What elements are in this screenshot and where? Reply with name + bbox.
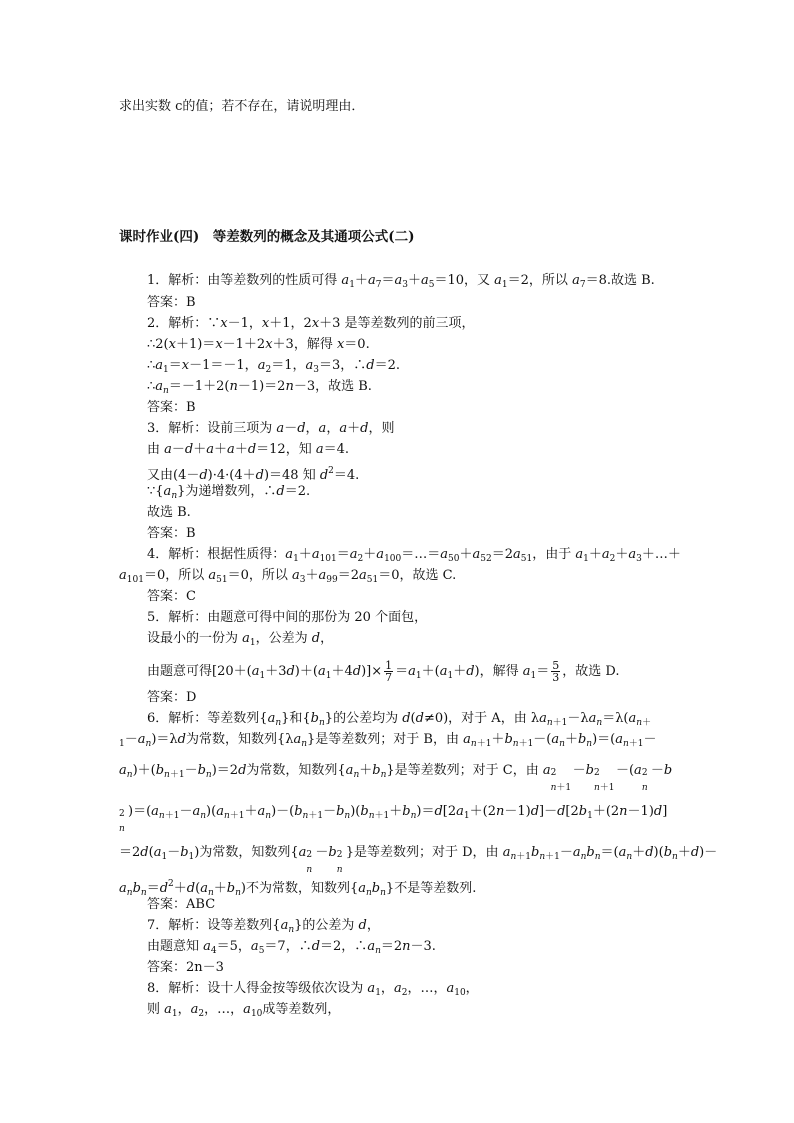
q1-answer: 答案：B bbox=[147, 295, 196, 310]
q6-answer: 答案：ABC bbox=[147, 897, 216, 912]
q8-line: 则 $a_1$，$a_2$，…，$a_{10}$成等差数列， bbox=[147, 1002, 341, 1019]
q4-analysis: 4．解析：根据性质得：$a_1+a_{101}=a_2+a_{100}=\dots=a_{50}+a_{52}=2a_{51}$，由于 $a_1+a_2+a_3+\dots+$ bbox=[147, 547, 681, 564]
q6-line: 2 n )$=(a_{n+1}-a_n)(a_{n+1}+a_n)-(b_{n+1}-b_n)(b_{n+1}+b_n)=d[2a_1+(2n-1)d]-d[2b_1+(2n-1)d]$ bbox=[119, 804, 668, 834]
q7-line: 由题意知 $a_4=5$，$a_5=7$，∴d＝2，$\therefore a_n=2n-3$. bbox=[147, 939, 436, 956]
q1-analysis: 1．解析：由等差数列的性质可得 $a_1+a_7=a_3+a_5=10$，又 $a_1=2$，所以 $a_7=8$.故选 B. bbox=[147, 273, 655, 290]
q4-line: $a_{101}=0$，所以 $a_{51}=0$，所以 $a_3+a_{99}=2a_{51}=0$，故选 C. bbox=[119, 568, 457, 585]
q5-line: 由题意可得$[20+(a_1+3d)+(a_1+4d)]\times$ $\frac{1}{7}$ $=a_1+(a_1+d)$，解得 $a_1=$ $\frac{5}{3}$ ，故选 D. bbox=[147, 659, 620, 684]
q6-line: $_1-a_n)=\lambda d$为常数，知数列$\{\lambda a_n\}$是等差数列；对于 B，由 $a_{n+1}+b_{n+1}-(a_n+b_n)=(a_{n+1}-$ bbox=[119, 732, 657, 749]
q6-line: $a_n)+(b_{n+1}-b_n)=2d$为常数，知数列$\{a_n+b_n\}$是等差数列；对于 C，由 a 2 n＋1 －b 2 n＋1 －(a 2 n －b bbox=[119, 763, 673, 793]
q5-analysis: 5．解析：由题意可得中间的那份为 20 个面包， bbox=[147, 610, 428, 625]
q6-line: $a_nb_n=d^2+d(a_n+b_n)$不为常数，知数列$\{a_nb_n\}$不是等差数列. bbox=[119, 879, 477, 898]
q5-line: 设最小的一份为 $a_1$，公差为 d， bbox=[147, 631, 334, 648]
q2-line: $\therefore a_n=-1+2(n-1)=2n-3$，故选 B. bbox=[147, 379, 372, 396]
q6-line: $=2d(a_1-b_1)$为常数，知数列{a 2 n －b 2 n }是等差数列；对于 D，由 $a_{n+1}b_{n+1}-a_nb_n=(a_n+d)(b_n+d)-$ bbox=[119, 845, 718, 875]
q2-line: $\therefore a_1=x-1=-1$，$a_2=1$，$a_3=3$，∴d＝2. bbox=[147, 358, 400, 375]
q4-answer: 答案：C bbox=[147, 589, 196, 604]
q2-analysis: 2．解析：∵x－1，x＋1，2x＋3 是等差数列的前三项， bbox=[147, 316, 475, 331]
q3-line: 又由(4－d)·4·(4＋d)＝48 知 $d^2=4$. bbox=[147, 466, 360, 483]
q5-answer: 答案：D bbox=[147, 690, 197, 705]
q3-answer: 答案：B bbox=[147, 526, 196, 541]
q2-line: ∴2(x＋1)＝x－1＋2x＋3，解得 x＝0. bbox=[147, 337, 370, 352]
intro-line: 求出实数 c的值；若不存在，请说明理由． bbox=[119, 99, 365, 114]
q3-line: 由 a－d＋a＋a＋d＝12，知 a＝4. bbox=[147, 442, 350, 457]
q7-answer: 答案：2n－3 bbox=[147, 960, 224, 975]
q8-analysis: 8．解析：设十人得金按等级依次设为 $a_1$，$a_2$，…，$a_{10}$， bbox=[147, 981, 479, 998]
q2-answer: 答案：B bbox=[147, 400, 196, 415]
q6-analysis: 6．解析：等差数列$\{a_n\}$和$\{b_n\}$的公差均为 d(d≠0)，对于 A，由 $\lambda a_{n+1}-\lambda a_n=\lambda(a_{n+}$ bbox=[147, 711, 652, 728]
q3-analysis: 3．解析：设前三项为 a－d，a，a＋d，则 bbox=[147, 421, 395, 436]
q3-line: 故选 B. bbox=[147, 505, 191, 520]
section-title: 课时作业(四) 等差数列的概念及其通项公式(二) bbox=[119, 229, 415, 245]
q7-analysis: 7．解析：设等差数列$\{a_n\}$的公差为 d， bbox=[147, 918, 380, 935]
q3-line: $\because\{a_n\}$为递增数列，∴d＝2. bbox=[147, 484, 311, 501]
